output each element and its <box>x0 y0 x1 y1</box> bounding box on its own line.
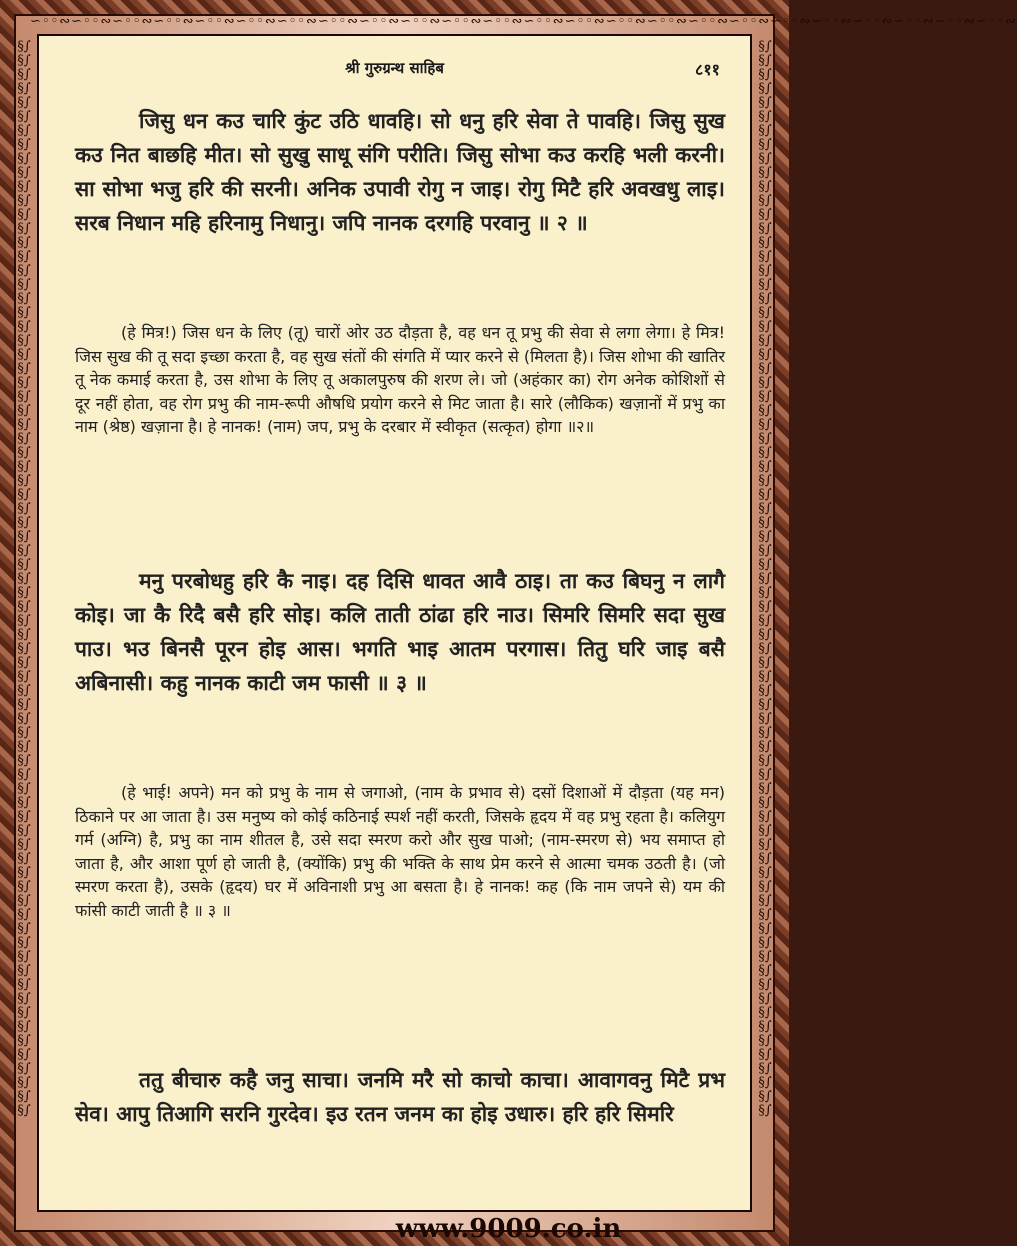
scripture-page <box>37 34 752 1212</box>
website-footer: www.9009.co.in <box>395 1214 622 1244</box>
stanza-3-verse: मनु परबोधहु हरि कै नाइ। दह दिसि धावत आवै ठाइ। ता कउ बिघनु न लागै कोइ। जा कै रिदै बसै हरि सोइ। कलि ताती ठांढा हरि नाउ। सिमरि सिमरि सदा सुख पाउ। भउ बिनसै पूरन होइ आस। भगति भाइ आतम परगास। तितु घरि जाइ बसै अबिनासी। कहु नानक काटी जम फासी ॥ ३ ॥ <box>75 569 725 695</box>
stanza-2-verse: जिसु धन कउ चारि कुंट उठि धावहि। सो धनु हरि सेवा ते पावहि। जिसु सुख कउ नित बाछहि मीत। सो सुखु साधू संगि परीति। जिसु सोभा कउ करहि भली करनी। सा सोभा भजु हरि की सरनी। अनिक उपावी रोगु न जाइ। रोगु मिटै हरि अवखधु लाइ। सरब निधान महि हरिनामु निधानु। जपि नानक दरगहि परवानु ॥ २ ॥ <box>75 109 725 235</box>
top-scroll-ornament: ∽◦◦∾∽◦◦∾∽◦◦∾∽◦◦∾∽◦◦∾∽◦◦∾∽◦◦∾∽◦◦∾∽◦◦∾∽◦◦∾∽◦◦∾∽◦◦∾∽◦◦∾∽◦◦∾∽◦◦∾∽◦◦∾∽◦◦∾∽◦◦∾∽◦◦∾∽◦◦∾∽◦◦∾∽◦◦∾∽◦◦∾∽◦◦∾ <box>30 14 1017 29</box>
scripture-title: श्री गुरुग्रन्थ साहिब <box>345 59 444 77</box>
stanza-2-meaning: (हे मित्र!) जिस धन के लिए (तू) चारों ओर उठ दौड़ता है, वह धन तू प्रभु की सेवा से लगा लेगा। हे मित्र! जिस सुख की तू सदा इच्छा करता है, वह सुख संतों की संगति में प्यार करने से (मिलता है)। जिस शोभा की खातिर तू नेक कमाई करता है, उस शोभा के लिए तू अकालपुरुष की शरण ले। जो (अहंकार का) रोग अनेक कोशिशों से दूर नहीं होता, वह रोग प्रभु की नाम-रूपी औषधि प्रयोग करने से मिट जाता है। सारे (लौकिक) खज़ानों में प्रभु का नाम (श्रेष्ठ) खज़ाना है। हे नानक! (नाम) जप, प्रभु के दरबार में स्वीकृत (सत्कृत) होगा ॥२॥ <box>75 323 725 437</box>
right-scroll-ornament: §∫§∫§∫§∫§∫§∫§∫§∫§∫§∫§∫§∫§∫§∫§∫§∫§∫§∫§∫§∫§∫§∫§∫§∫§∫§∫§∫§∫§∫§∫§∫§∫§∫§∫§∫§∫§∫§∫§∫§∫§∫§∫§∫§∫§∫§∫§∫§∫§∫§∫§∫§∫§∫§∫§∫§∫§∫§∫§∫§∫§∫§∫§∫§∫§∫§∫§∫§∫§∫§∫§∫§∫§∫§∫§∫§∫§∫ <box>758 39 772 1118</box>
stanza-3-meaning: (हे भाई! अपने) मन को प्रभु के नाम से जगाओ, (नाम के प्रभाव से) दसों दिशाओं में दौड़ता (यह मन) ठिकाने पर आ जाता है। उस मनुष्य को कोई कठिनाई स्पर्श नहीं करती, जिसके हृदय में वह प्रभु रहता है। कलियुग गर्म (अग्नि) है, प्रभु का नाम शीतल है, उसे सदा स्मरण करो और सुख पाओ; (नाम-स्मरण से) भय समाप्त हो जाता है, और आशा पूर्ण हो जाती है, (क्योंकि) प्रभु की भक्ति के साथ प्रेम करने से आत्मा चमक उठती है। (जो स्मरण करता है), उसके (हृदय) घर में अविनाशी प्रभु आ बसता है। हे नानक! कह (कि नाम जपने से) यम की फांसी काटी जाती है ॥ ३ ॥ <box>75 783 725 920</box>
left-scroll-ornament: §∫§∫§∫§∫§∫§∫§∫§∫§∫§∫§∫§∫§∫§∫§∫§∫§∫§∫§∫§∫§∫§∫§∫§∫§∫§∫§∫§∫§∫§∫§∫§∫§∫§∫§∫§∫§∫§∫§∫§∫§∫§∫§∫§∫§∫§∫§∫§∫§∫§∫§∫§∫§∫§∫§∫§∫§∫§∫§∫§∫§∫§∫§∫§∫§∫§∫§∫§∫§∫§∫§∫§∫§∫§∫§∫§∫§∫ <box>17 39 31 1118</box>
page-header <box>39 58 750 82</box>
stanza-4-verse: ततु बीचारु कहै जनु साचा। जनमि मरै सो काचो काचा। आवागवनु मिटै प्रभ सेव। आपु तिआगि सरनि गुरदेव। इउ रतन जनम का होइ उधारु। हरि हरि सिमरि <box>75 1068 725 1126</box>
page-number: ८११ <box>695 60 720 79</box>
